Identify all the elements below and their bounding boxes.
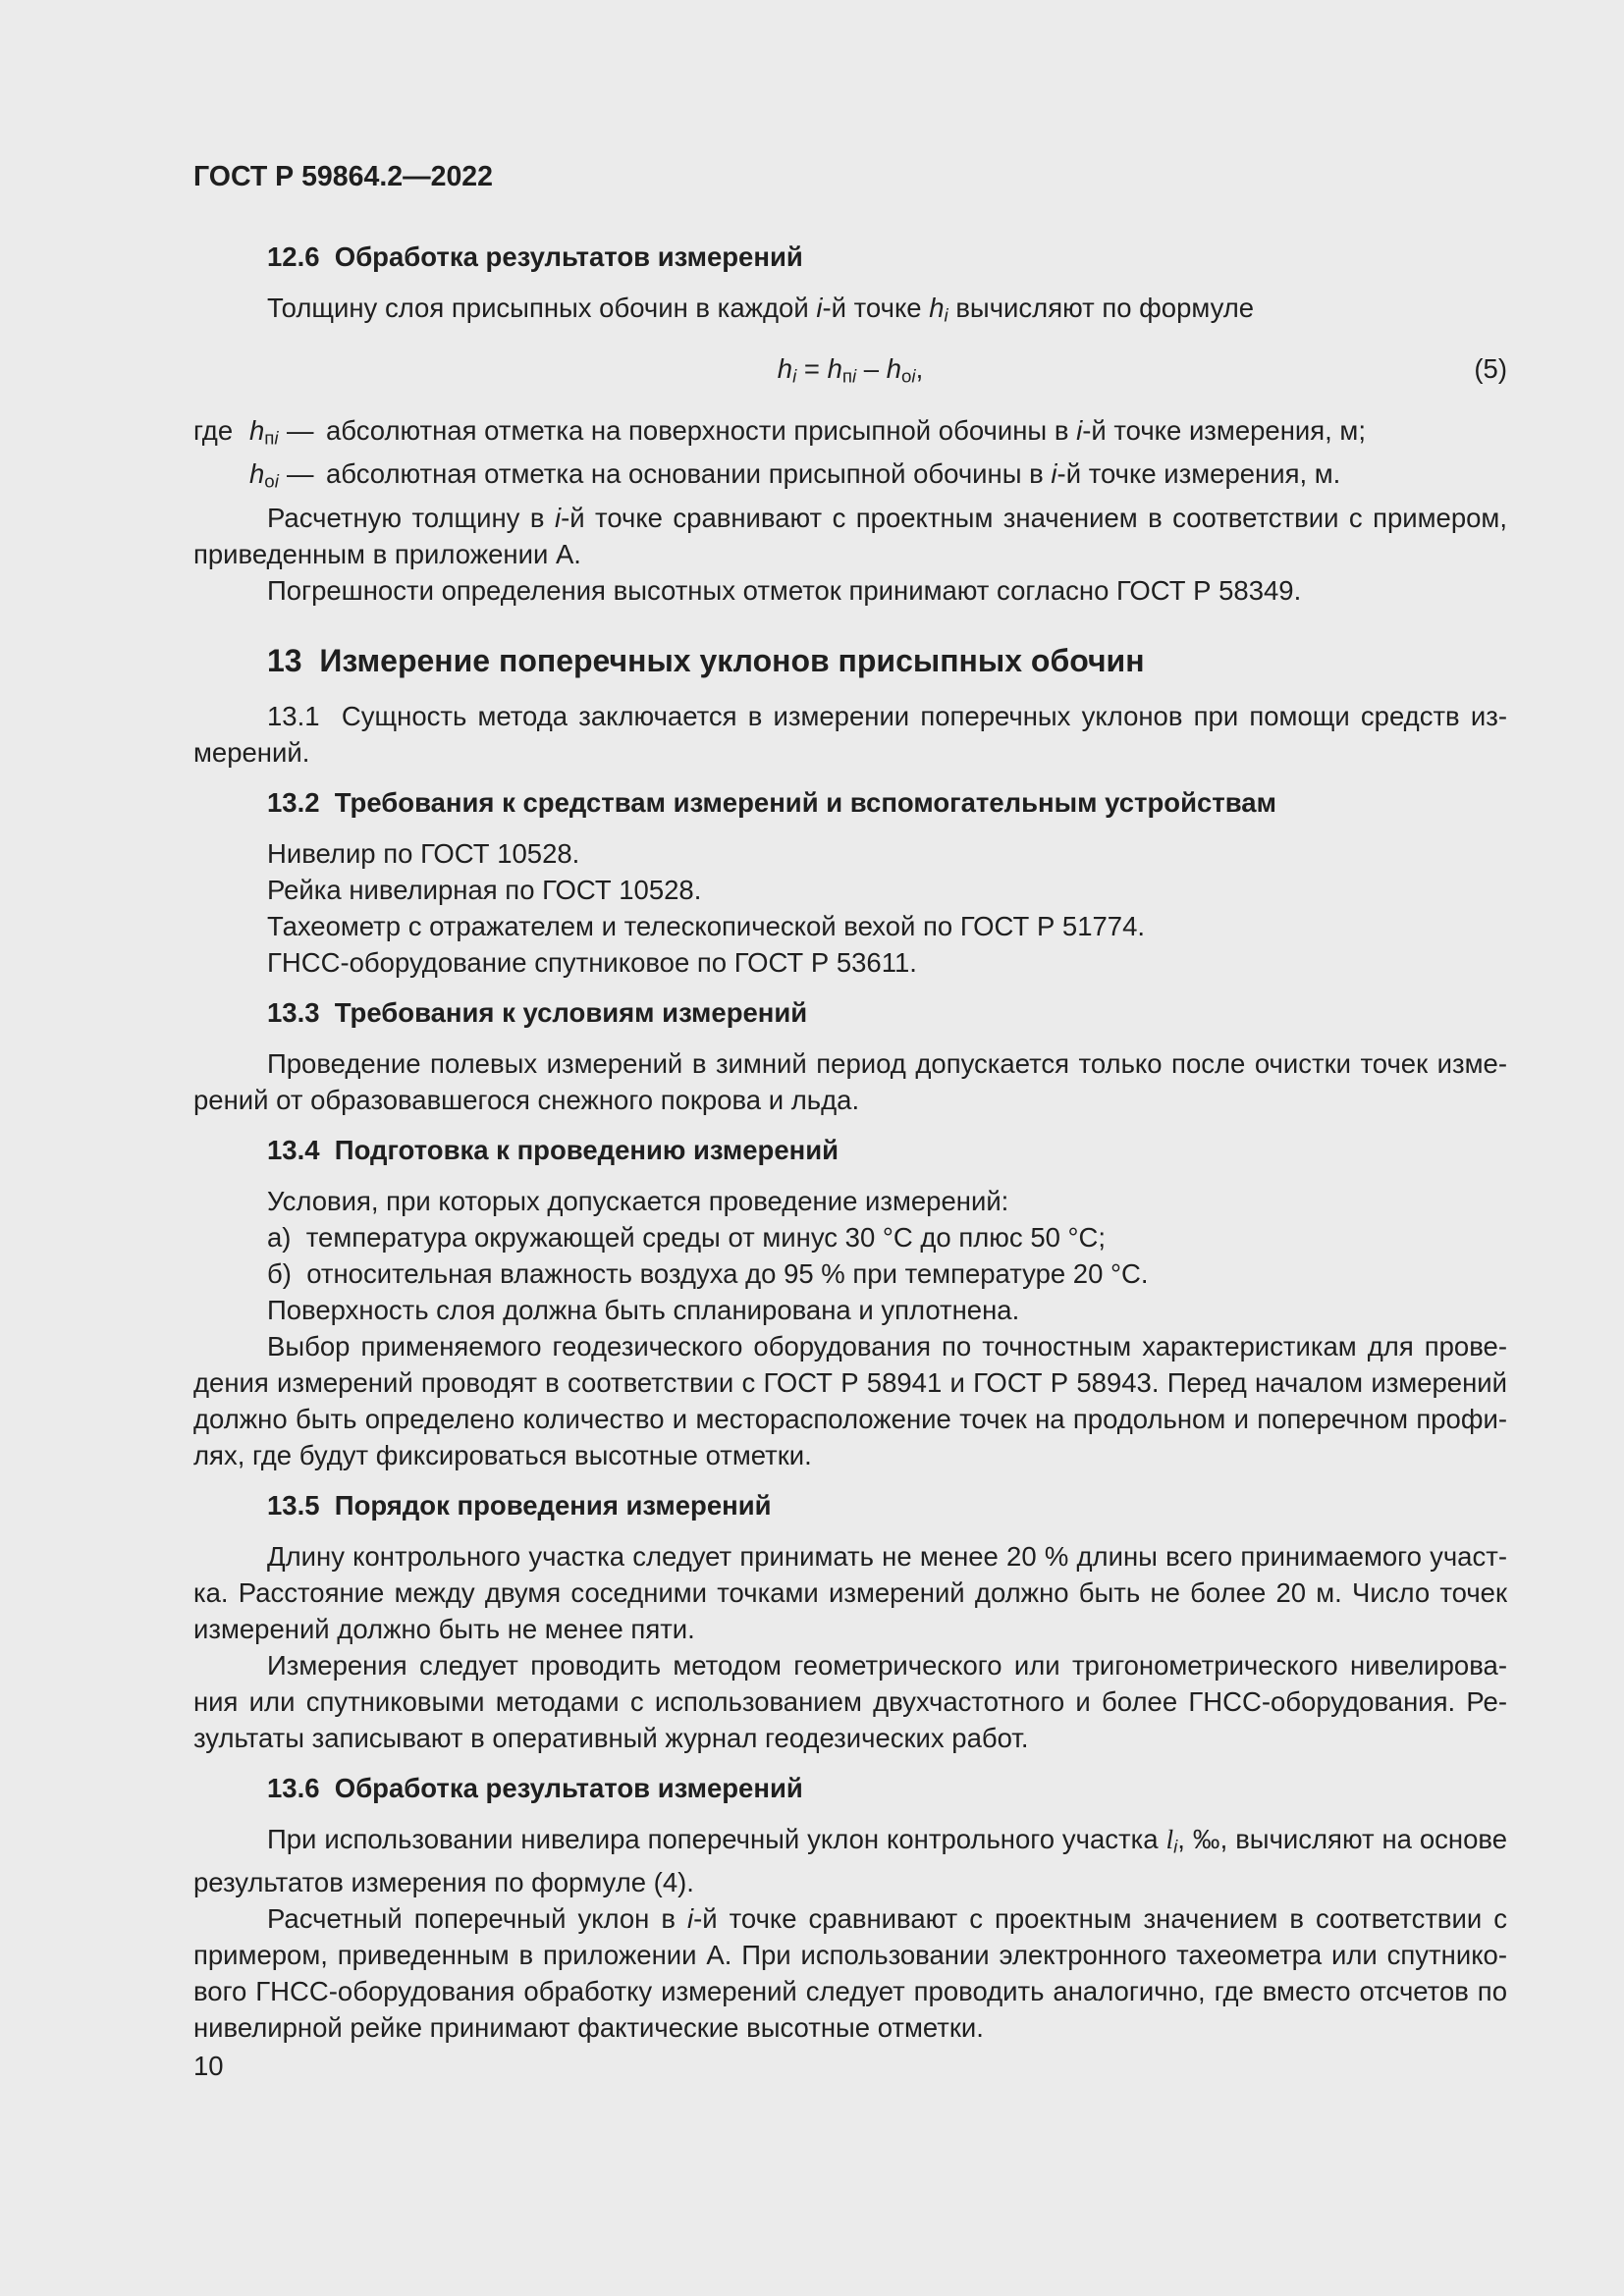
paragraph-13-3: Проведение полевых измерений в зимний период допускается только после очистки точек измерений от образовавшегося снежного покрова и льда. (193, 1047, 1507, 1115)
instrument-item: ГНСС-оборудование спутниковое по ГОСТ Р 53611. (267, 946, 917, 978)
definition-symbol: $h_{пi}$ (249, 414, 279, 449)
paragraph-error: Погрешности определения высотных отметок принимают согласно ГОСТ Р 58349. (267, 574, 1302, 606)
definition-lead (193, 455, 249, 499)
paragraph-conditions: Условия, при которых допускается проведение измерений: (267, 1185, 1009, 1216)
formula-number: (5) (1474, 353, 1507, 385)
page-number: 10 (193, 2051, 224, 2082)
definition-dash: — (287, 458, 314, 490)
instrument-item: Нивелир по ГОСТ 10528. (267, 837, 580, 869)
instrument-item: Тахеометр с отражателем и телескопической вехой по ГОСТ Р 51774. (267, 910, 1146, 941)
heading-13-2: 13.2 Требования к средствам измерений и вспомогательным устройствам (267, 786, 1276, 818)
paragraph-formula-intro: Толщину слоя присыпных обочин в каждой i-й точке $h_i$ вычисляют по формуле (267, 293, 1255, 326)
heading-13-6: 13.6 Обработка результатов измерений (267, 1772, 803, 1803)
heading-13-3: 13.3 Требования к условиям измерений (267, 996, 808, 1028)
heading-13-5: 13.5 Порядок проведения измерений (267, 1489, 772, 1521)
paragraph-13-6-1: При использовании нивелира поперечный уклон контрольного участка $l_i$, ‰, вычисляют на основе результатов измерения по формуле (4). (193, 1823, 1508, 1898)
paragraph-surface: Поверхность слоя должна быть спланирована и уплотнена. (267, 1294, 1020, 1325)
list-item-a: а) температура окружающей среды от минус 30 °С до плюс 50 °С; (267, 1221, 1107, 1253)
paragraph-13-1: 13.1 Сущность метода заключается в измерении поперечных уклонов при помощи средств измерений. (193, 700, 1507, 768)
paragraph-13-6-2: Расчетный поперечный уклон в i-й точке сравнивают с проектным значением в соответствии с примером, приведенным в приложении А. При использовании электронного тахеометра или спутникового ГНСС-оборудования обработку измерений следует проводить аналогично, где вместо отсчетов по нивелирной рейке принимают фактические высотные отметки. (193, 1903, 1507, 2044)
definition-lead: где (193, 414, 234, 446)
paragraph-13-5-1: Длину контрольного участка следует принимать не менее 20 % длины всего принимаемого участка. Расстояние между двумя соседними точками измерений должно быть не более 20 м. Число точек измерений должно быть не менее пяти. (193, 1540, 1507, 1644)
instrument-item: Рейка нивелирная по ГОСТ 10528. (267, 874, 702, 905)
definition-text: абсолютная отметка на поверхности присыпной обочины в i-й точке измерения, м; (326, 414, 1366, 446)
paragraph-selection: Выбор применяемого геодезического оборудования по точностным характеристикам для проведения измерений проводят в соответствии с ГОСТ Р 58941 и ГОСТ Р 58943. Перед началом измерений должно быть определено количество и месторасположение точек на продольном и поперечном профилях, где будут фиксироваться высотные отметки. (193, 1330, 1507, 1470)
definition-h-pi (193, 412, 1507, 455)
heading-12-6: 12.6 Обработка результатов измерений (267, 241, 803, 272)
definition-dash: — (287, 414, 314, 446)
heading-13: 13 Измерение поперечных уклонов присыпных обочин (267, 642, 1145, 678)
list-item-b: б) относительная влажность воздуха до 95 % при температуре 20 °С. (267, 1257, 1149, 1289)
running-header: ГОСТ Р 59864.2—2022 (193, 161, 493, 192)
definition-h-oi (193, 455, 1507, 499)
definition-text: абсолютная отметка на основании присыпной обочины в i-й точке измерения, м. (326, 458, 1341, 490)
formula-5 (193, 350, 1507, 394)
paragraph-13-5-2: Измерения следует проводить методом геометрического или тригонометрического нивелирования или спутниковыми методами с использованием двухчастотного и более ГНСС-оборудования. Результаты записывают в оперативный журнал геодезических работ. (193, 1649, 1507, 1753)
paragraph-compare: Расчетную толщину в i-й точке сравнивают с проектным значением в соответствии с примером, приведенным в приложении А. (193, 502, 1507, 569)
formula-expression: $h_i = h_{пi} - h_{оi}$, (777, 353, 924, 387)
definition-symbol: $h_{оi}$ (249, 458, 279, 492)
heading-13-4: 13.4 Подготовка к проведению измерений (267, 1134, 839, 1165)
